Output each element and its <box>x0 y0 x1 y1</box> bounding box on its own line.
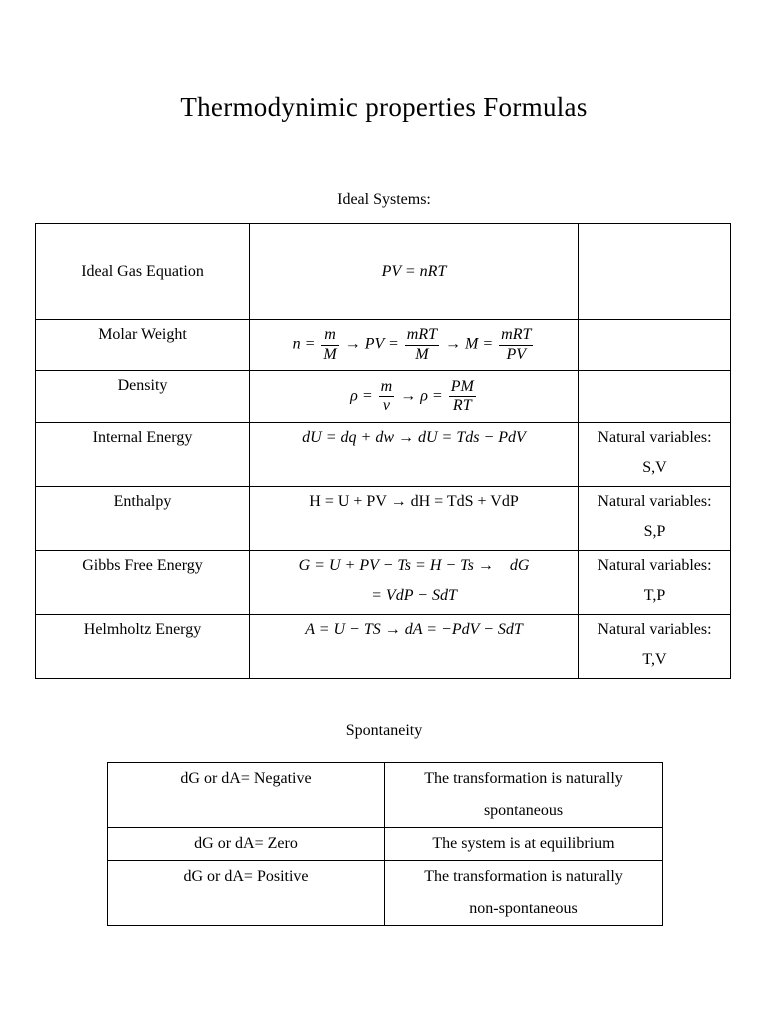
spontaneity-table <box>107 762 663 926</box>
row-label-gibbs: Gibbs Free Energy <box>36 551 250 615</box>
table-row <box>108 861 663 926</box>
ideal-systems-table <box>35 223 731 679</box>
fraction <box>379 378 395 416</box>
row-label-internal-energy: Internal Energy <box>36 423 250 487</box>
natural-variables-label: Natural variables: <box>597 429 712 446</box>
fraction <box>405 326 439 364</box>
formula-density <box>250 371 579 423</box>
natural-variables-internal-energy <box>579 423 731 487</box>
natural-variables-gibbs <box>579 551 731 615</box>
empty-cell <box>579 224 731 320</box>
table-row <box>36 615 731 679</box>
numerator: PM <box>449 378 476 397</box>
natural-variables-value: T,V <box>642 651 667 668</box>
result-line: The transformation is naturally <box>424 770 623 787</box>
row-label-ideal-gas: Ideal Gas Equation <box>36 224 250 320</box>
natural-variables-label: Natural variables: <box>597 493 712 510</box>
result-cell <box>385 763 663 828</box>
formula-line: G = U + PV − Ts = H − Ts → dG <box>298 557 530 574</box>
formula-internal-energy: dU = dq + dw → dU = Tds − PdV <box>250 423 579 487</box>
table-row <box>36 224 731 320</box>
numerator: mRT <box>405 326 439 345</box>
denominator: RT <box>452 397 472 414</box>
ideal-systems-heading: Ideal Systems: <box>337 191 431 208</box>
fraction <box>321 326 338 364</box>
denominator: M <box>323 345 337 363</box>
natural-variables-value: T,P <box>643 587 666 604</box>
table-row <box>36 551 731 615</box>
empty-cell <box>579 371 731 423</box>
natural-variables-label: Natural variables: <box>597 621 712 638</box>
page-title: Thermodynimic properties Formulas <box>180 92 588 122</box>
formula-part: → ρ = <box>400 387 443 405</box>
table-row <box>108 828 663 861</box>
row-label-helmholtz: Helmholtz Energy <box>36 615 250 679</box>
formula-part: → PV = <box>344 335 399 353</box>
denominator: PV <box>506 345 527 363</box>
row-label-molar-weight: Molar Weight <box>36 320 250 371</box>
condition-cell: dG or dA= Zero <box>108 828 385 861</box>
table-row <box>108 763 663 828</box>
formula-enthalpy: H = U + PV → dH = TdS + VdP <box>250 487 579 551</box>
natural-variables-value: S,V <box>642 459 667 476</box>
table-row <box>36 487 731 551</box>
table-row <box>36 320 731 371</box>
result-line: The transformation is naturally <box>424 868 623 885</box>
row-label-density: Density <box>36 371 250 423</box>
result-cell <box>385 828 663 861</box>
natural-variables-helmholtz <box>579 615 731 679</box>
formula-part: n = <box>292 335 316 353</box>
result-line: non-spontaneous <box>469 900 578 917</box>
fraction <box>449 378 476 416</box>
numerator: m <box>321 326 338 345</box>
result-cell <box>385 861 663 926</box>
formula-helmholtz: A = U − TS → dA = −PdV − SdT <box>250 615 579 679</box>
natural-variables-value: S,P <box>643 523 666 540</box>
numerator: m <box>379 378 395 397</box>
numerator: mRT <box>499 326 533 345</box>
condition-cell: dG or dA= Positive <box>108 861 385 926</box>
formula-molar-weight <box>250 320 579 371</box>
formula-ideal-gas: PV = nRT <box>250 224 579 320</box>
formula-part: ρ = <box>350 387 373 405</box>
natural-variables-label: Natural variables: <box>597 557 712 574</box>
table-row <box>36 371 731 423</box>
formula-line: = VdP − SdT <box>371 587 457 604</box>
empty-cell <box>579 320 731 371</box>
row-label-enthalpy: Enthalpy <box>36 487 250 551</box>
result-line: spontaneous <box>483 802 564 819</box>
formula-part: → M = <box>445 335 494 353</box>
fraction <box>499 326 533 364</box>
condition-cell: dG or dA= Negative <box>108 763 385 828</box>
table-row <box>36 423 731 487</box>
denominator: v <box>382 397 390 414</box>
natural-variables-enthalpy <box>579 487 731 551</box>
denominator: M <box>415 345 429 363</box>
spontaneity-heading: Spontaneity <box>345 722 423 739</box>
formula-gibbs <box>250 551 579 615</box>
result-line: The system is at equilibrium <box>432 835 615 852</box>
